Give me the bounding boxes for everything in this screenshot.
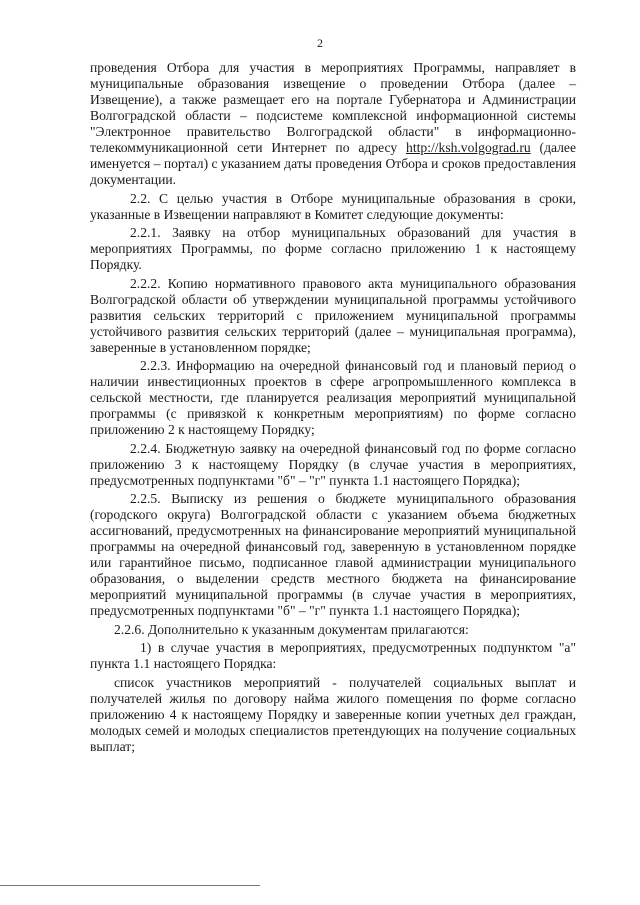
paragraph-text: проведения Отбора для участия в мероприятиях Программы, направляет в муниципальные образования извещение о проведении Отбора (далее – Извещение), а также размещает его на портале Губернатора и Администрации Волгоградской области – подсистеме комплексной информационной системы "Электронное правительство Волгоградской области" в информационно-телекоммуникационной сети Интернет по адресу — [90, 60, 576, 155]
portal-link[interactable]: http://ksh.volgograd.ru — [406, 140, 531, 155]
paragraph-2-2-3: 2.2.3. Информацию на очередной финансовый год и плановый период о наличии инвестиционных проектов в сфере агропромышленного комплекса в сельской местности, где планируется реализация мероприятий муниципальной программы (с привязкой к конкретным мероприятиям) по форме согласно приложению 2 к настоящему Порядку; — [90, 358, 576, 437]
page-number: 2 — [317, 36, 323, 50]
document-body — [90, 60, 576, 757]
footer-divider — [0, 885, 260, 886]
paragraph-text: (далее именуется – портал) с указанием даты проведения Отбора и сроков предоставления документации. — [90, 140, 576, 187]
paragraph-2-2-5: 2.2.5. Выписку из решения о бюджете муниципального образования (городского округа) Волгоградской области с указанием объема бюджетных ассигнований, предусмотренных на финансирование мероприятий муниципальной программы на очередной финансовый год, заверенную в установленном порядке или гарантийное письмо, подписанное главой администрации муниципального образования, о выделении средств местного бюджета на финансирование мероприятий муниципальной программы (в случае участия в мероприятиях, предусмотренных подпунктами "б" – "г" пункта 1.1 настоящего Порядка); — [90, 491, 576, 618]
paragraph-2-2-2: 2.2.2. Копию нормативного правового акта муниципального образования Волгоградской области об утверждении муниципальной программы устойчивого развития сельских территорий с приложением муниципальной программы устойчивого развития сельских территорий (далее – муниципальная программа), заверенные в установленном порядке; — [90, 275, 576, 355]
paragraph-participants-list: список участников мероприятий - получателей социальных выплат и получателей жилья по договору найма жилого помещения по форме согласно приложению 4 к настоящему Порядку и заверенные копии учетных дел граждан, молодых семей и молодых специалистов претендующих на получение социальных выплат; — [90, 674, 576, 754]
paragraph-2-2-6: 2.2.6. Дополнительно к указанным документам прилагаются: — [114, 621, 469, 637]
paragraph-2-2: 2.2. С целью участия в Отборе муниципальные образования в сроки, указанные в Извещении направляют в Комитет следующие документы: — [90, 190, 576, 222]
paragraph-item-1: 1) в случае участия в мероприятиях, предусмотренных подпунктом "а" пункта 1.1 настоящего Порядка: — [90, 640, 576, 671]
paragraph-2-2-1: 2.2.1. Заявку на отбор муниципальных образований для участия в мероприятиях Программы, по форме согласно приложению 1 к настоящему Порядку. — [90, 225, 576, 272]
paragraph-2-2-4: 2.2.4. Бюджетную заявку на очередной финансовый год по форме согласно приложению 3 к настоящему Порядку (в случае участия в мероприятиях, предусмотренных подпунктами "б" – "г" пункта 1.1 настоящего Порядка); — [90, 440, 576, 488]
paragraph-announcement — [90, 60, 576, 188]
